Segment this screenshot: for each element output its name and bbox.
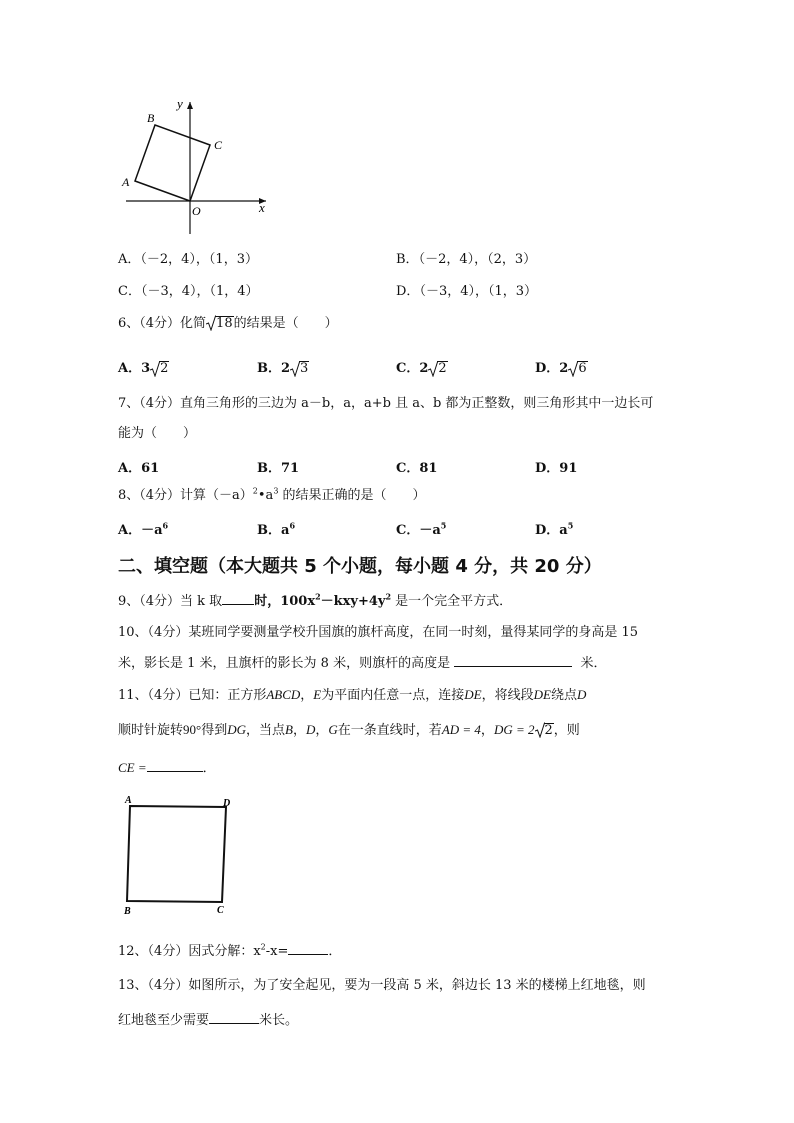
option-text: 81 <box>419 461 438 476</box>
option-letter: A． <box>118 252 141 267</box>
answer-blank[interactable] <box>288 942 328 955</box>
label-b: B <box>124 906 131 917</box>
q8-option-d[interactable] <box>535 519 573 538</box>
q6-stem <box>118 315 338 333</box>
q11-stem-line1 <box>118 686 586 705</box>
q11-text: ， <box>480 723 494 738</box>
math-g: G <box>328 722 338 737</box>
exp: 2 <box>315 591 321 602</box>
coef: 3 <box>141 361 151 376</box>
q9-stem <box>118 592 512 611</box>
option-letter: D． <box>535 461 560 476</box>
q13-stem-line2 <box>118 1011 298 1030</box>
q5-option-b[interactable] <box>396 248 536 267</box>
option-text: 91 <box>559 461 578 476</box>
exp: 5 <box>440 520 447 531</box>
q11-text: 顺时针旋转 <box>118 723 184 738</box>
q13-line2a: 红地毯至少需要 <box>118 1013 210 1028</box>
radicand: 2 <box>160 361 169 376</box>
q8-option-c[interactable] <box>396 519 446 538</box>
option-text: 71 <box>281 461 300 476</box>
option-letter: A． <box>118 523 142 538</box>
q5-option-d[interactable] <box>396 280 537 299</box>
q11-text: 得到 <box>201 723 228 738</box>
square-abcd <box>127 806 226 902</box>
q7-option-c[interactable] <box>396 457 437 476</box>
q8-option-a[interactable] <box>118 519 168 538</box>
exp: 2 <box>385 591 392 602</box>
option-letter: C． <box>118 284 141 299</box>
option-text: 61 <box>141 461 160 476</box>
q7-stem-line2: 能为（ ） <box>118 426 197 441</box>
math-abcd: ABCD <box>266 687 301 702</box>
q11-text: 在一条直线时，若 <box>337 723 442 738</box>
label-d: D <box>223 798 231 809</box>
math-dg: DG <box>227 722 247 737</box>
q13-line2b: 米长。 <box>259 1013 299 1028</box>
q11-stem-line3 <box>118 759 216 778</box>
q11-text: ，当点 <box>246 723 286 738</box>
option-base: －a <box>419 523 441 538</box>
q10-stem-line1: 10、（4分）某班同学要测量学校升国旗的旗杆高度，在同一时刻，量得某同学的身高是 15 <box>118 625 638 640</box>
exp: 2 <box>252 486 258 496</box>
math-ce: CE = <box>118 760 147 775</box>
option-letter: B． <box>396 252 419 267</box>
q7-option-a[interactable] <box>118 457 159 476</box>
coef: 2 <box>559 361 569 376</box>
q7-option-d[interactable] <box>535 457 577 476</box>
y-axis-arrow <box>187 102 193 109</box>
option-text: （－3，4），（1，3） <box>419 284 538 299</box>
q5-option-c[interactable] <box>118 280 259 299</box>
q7-option-b[interactable] <box>257 457 299 476</box>
square-abco <box>135 125 210 201</box>
q11-text: 为平面内任意一点，连接 <box>321 688 465 703</box>
q6-option-a[interactable] <box>118 357 169 376</box>
q5-option-a[interactable] <box>118 248 258 267</box>
exp: 6 <box>289 520 296 531</box>
exp: 3 <box>273 486 279 496</box>
q12-a: 12、（4分）因式分解：x <box>118 944 261 959</box>
q11-stem-line2 <box>118 721 580 740</box>
option-letter: D． <box>396 284 420 299</box>
q6-suffix: 的结果是（ ） <box>233 316 338 331</box>
sqrt-symbol <box>290 361 309 376</box>
radicand: 18 <box>216 316 233 331</box>
exp: 6 <box>162 520 169 531</box>
q6-prefix: 6、（4分）化简 <box>118 316 207 331</box>
q11-text: ， <box>292 723 306 738</box>
q11-text: ，则 <box>553 723 580 738</box>
option-letter: C． <box>396 461 420 476</box>
math-e: E <box>313 687 322 702</box>
answer-blank[interactable] <box>147 759 203 772</box>
q8-suffix: 的结果正确的是（ ） <box>278 488 426 503</box>
q11-text: ． <box>202 761 216 776</box>
q8-mid: •a <box>257 488 274 503</box>
q6-option-d[interactable] <box>535 357 588 376</box>
square-figure <box>118 790 248 920</box>
q9-c: －kxy+4y <box>320 594 386 609</box>
sqrt-symbol <box>568 361 587 376</box>
answer-blank[interactable] <box>454 654 572 667</box>
answer-blank[interactable] <box>222 592 254 605</box>
sqrt-symbol <box>535 722 554 740</box>
option-letter: C． <box>396 523 420 538</box>
option-text: （－2，4），（2，3） <box>418 252 537 267</box>
label-c: C <box>217 905 224 916</box>
q6-option-c[interactable] <box>396 357 448 376</box>
math-de: DE <box>533 687 551 702</box>
label-a: A <box>125 795 132 806</box>
section-heading: 二、填空题（本大题共 5 个小题，每小题 4 分，共 20 分） <box>118 556 602 577</box>
q10-line2a: 米，影长是 1 米，且旗杆的影长为 8 米，则旗杆的高度是 <box>118 656 451 671</box>
exp: 5 <box>567 520 574 531</box>
label-x: x <box>259 200 265 215</box>
q12-stem <box>118 942 341 961</box>
answer-blank[interactable] <box>209 1011 259 1024</box>
option-letter: D． <box>535 361 560 376</box>
coordinate-figure <box>118 96 278 236</box>
option-text: （－2，4），（1，3） <box>140 252 258 267</box>
option-letter: A． <box>118 461 142 476</box>
q9-a: 9、（4分）当 k 取 <box>118 594 223 609</box>
option-text: （－3，4），（1，4） <box>140 284 259 299</box>
math-de: DE <box>464 687 482 702</box>
q8-option-b[interactable] <box>257 519 295 538</box>
math-d: D <box>306 722 316 737</box>
sqrt-symbol <box>150 361 169 376</box>
option-letter: A． <box>118 361 142 376</box>
option-letter: B． <box>257 461 281 476</box>
q10-line2b: 米． <box>580 656 607 671</box>
label-b: B <box>147 111 155 125</box>
option-letter: C． <box>396 361 420 376</box>
coef: 2 <box>281 361 291 376</box>
q11-text: 11、（4分）已知：正方形 <box>118 688 267 703</box>
q11-text: ，将线段 <box>481 688 534 703</box>
q11-text: ， <box>300 688 314 703</box>
q11-text: ， <box>315 723 329 738</box>
option-base: a <box>281 523 290 538</box>
coef: 2 <box>419 361 429 376</box>
q9-b: 时，100x <box>254 594 316 609</box>
q12-c: ． <box>328 944 342 959</box>
option-base: a <box>559 523 568 538</box>
exp: 2 <box>260 942 266 952</box>
option-letter: B． <box>257 361 281 376</box>
q8-stem <box>118 487 426 505</box>
sqrt-symbol <box>206 315 234 333</box>
label-o: O <box>192 204 201 218</box>
math-dg-value: DG = 2 <box>493 722 535 737</box>
radicand: 6 <box>578 361 587 376</box>
q6-option-b[interactable] <box>257 357 309 376</box>
q11-text: 绕点 <box>550 688 577 703</box>
q7-stem-line1: 7、（4分）直角三角形的三边为 a－b，a，a+b 且 a、b 都为正整数，则三角形其中一边长可 <box>118 396 654 411</box>
label-y: y <box>177 96 183 111</box>
radicand: 2 <box>544 723 553 738</box>
option-base: －a <box>141 523 163 538</box>
radicand: 2 <box>438 361 447 376</box>
math-d: D <box>576 687 587 702</box>
q8-prefix: 8、（4分）计算（－a） <box>118 488 253 503</box>
math-angle: 90° <box>183 722 202 737</box>
math-ad: AD = 4 <box>441 722 481 737</box>
radicand: 3 <box>300 361 309 376</box>
label-c: C <box>214 138 223 152</box>
math-b: B <box>285 722 293 737</box>
label-a: A <box>122 175 130 189</box>
q10-stem-line2 <box>118 654 607 673</box>
sqrt-symbol <box>428 361 447 376</box>
option-letter: D． <box>535 523 560 538</box>
q9-d: 是一个完全平方式． <box>391 594 513 609</box>
option-letter: B． <box>257 523 281 538</box>
q13-stem-line1: 13、（4分）如图所示，为了安全起见，要为一段高 5 米，斜边长 13 米的楼梯上红地毯，则 <box>118 978 646 993</box>
q12-b: -x= <box>265 944 289 959</box>
